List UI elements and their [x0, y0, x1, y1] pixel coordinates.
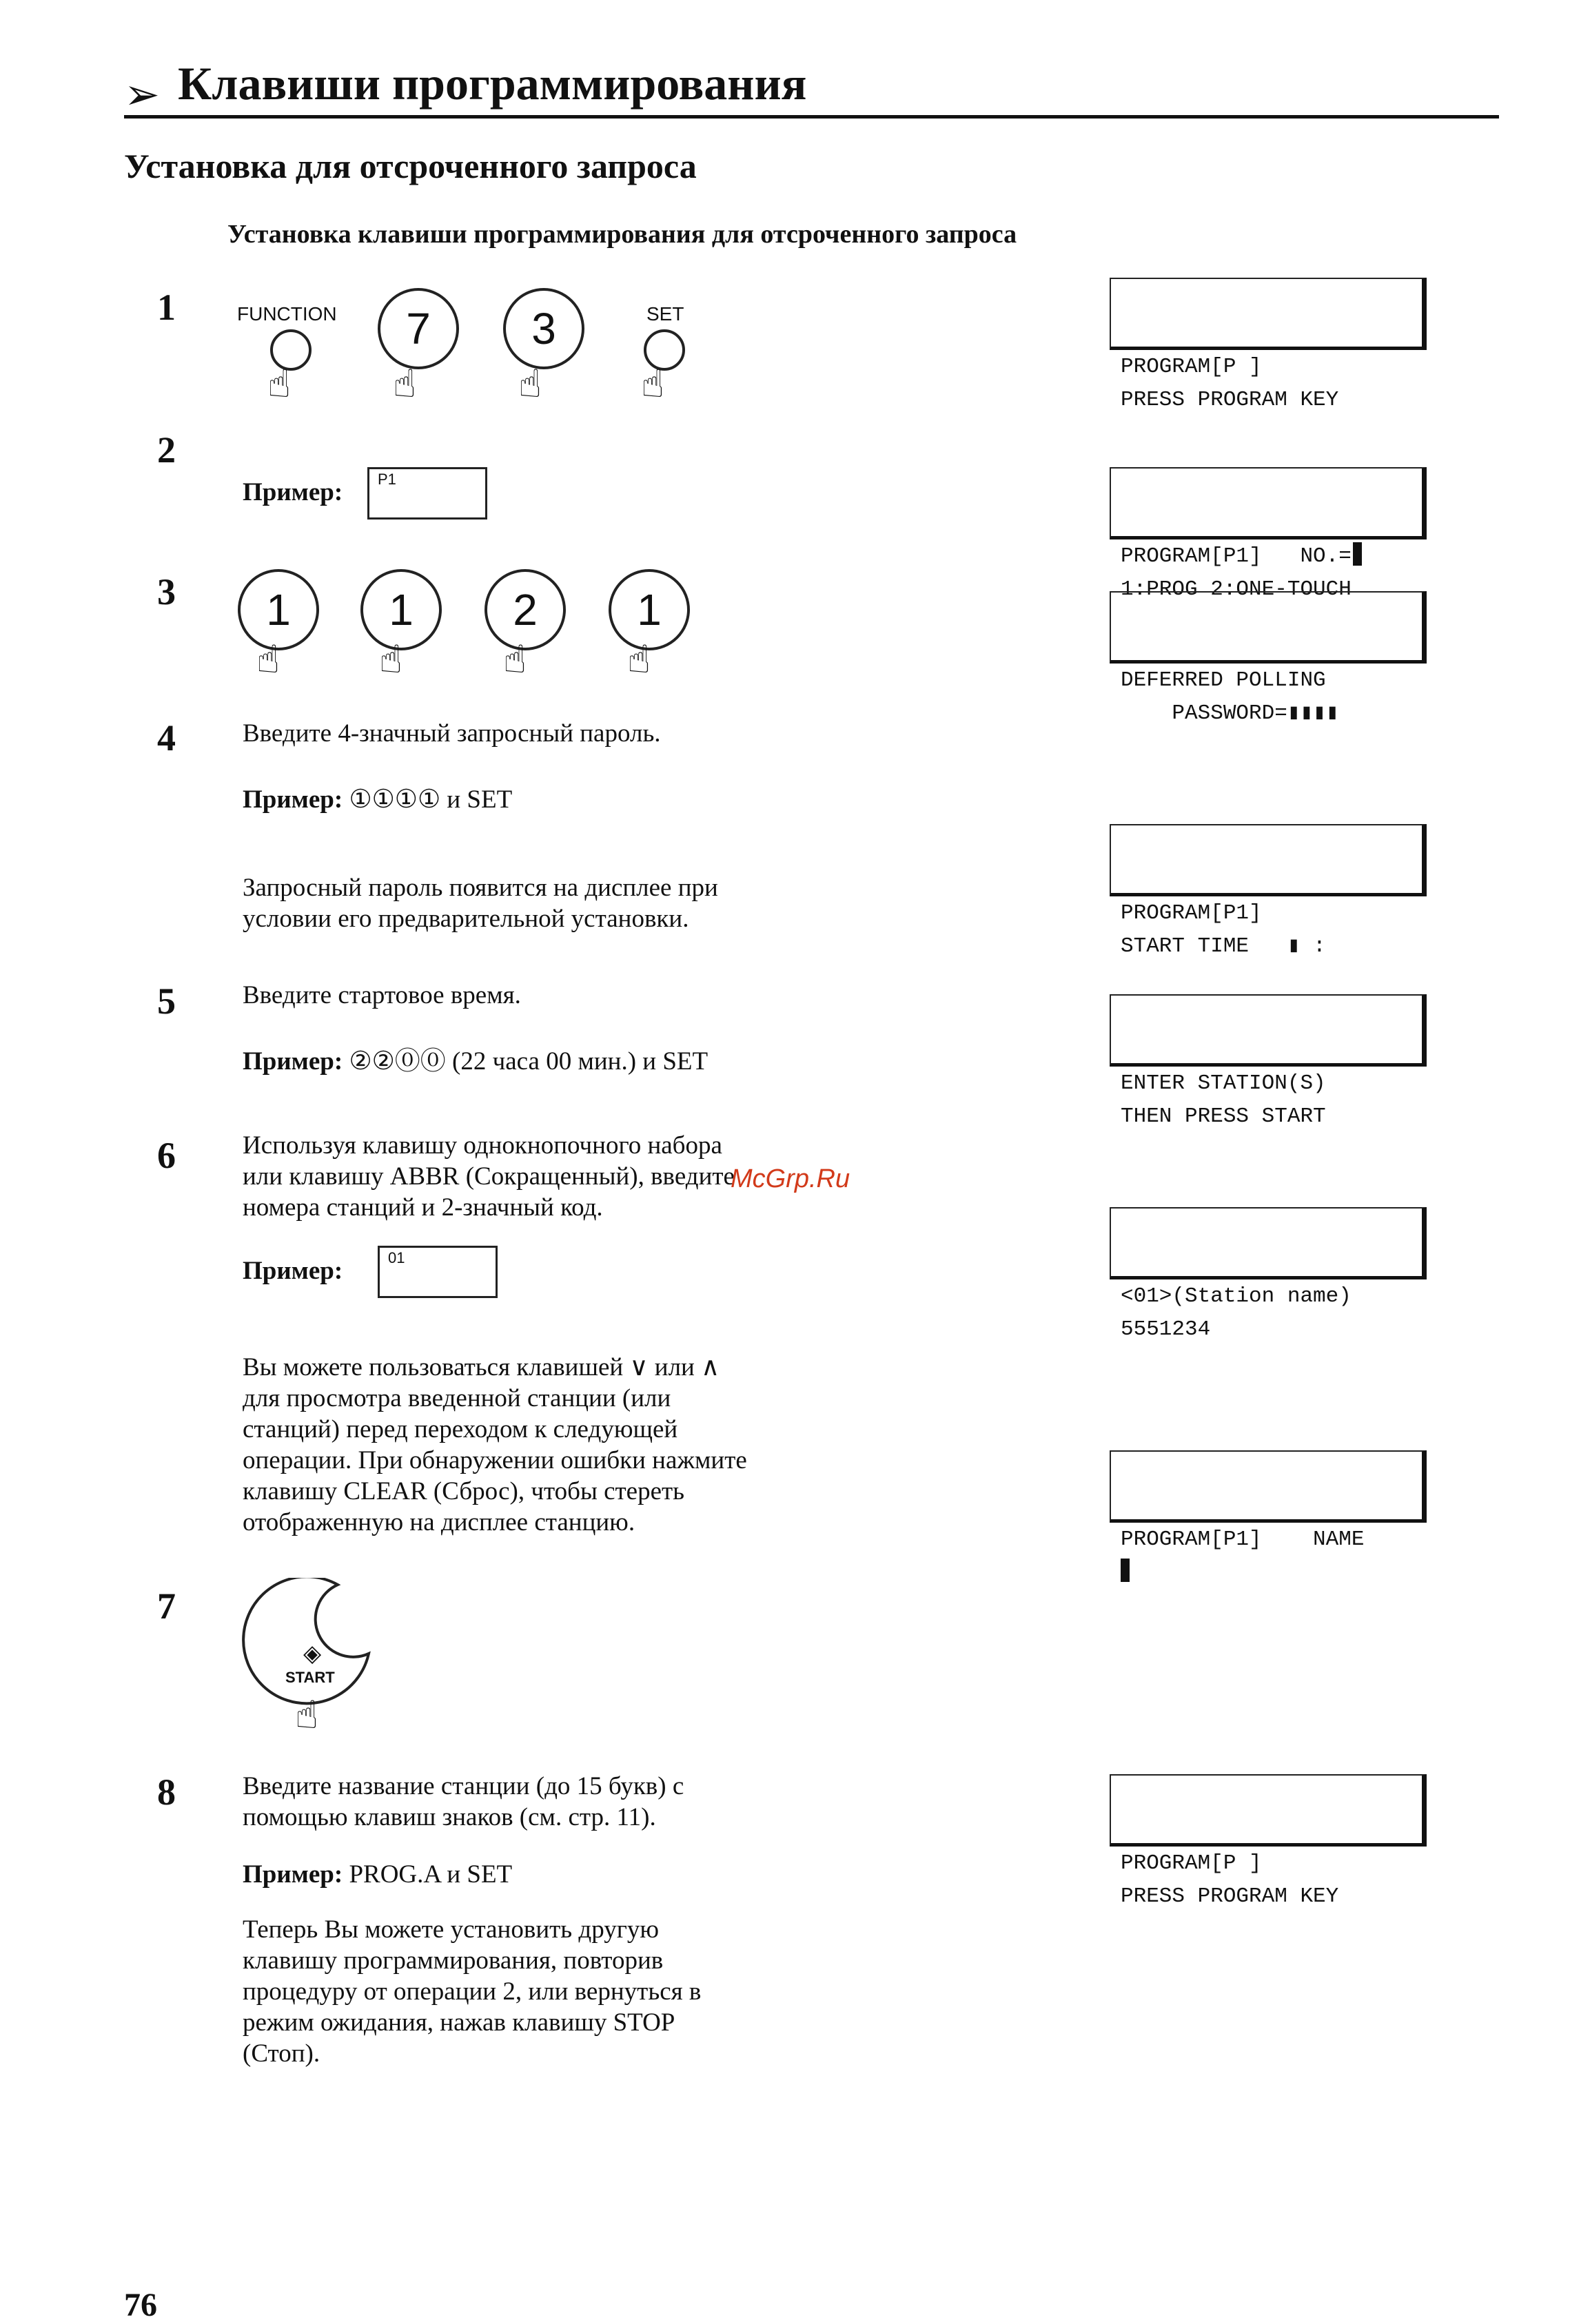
lcd-display-step8: [1110, 1774, 1427, 1909]
key-1[interactable]: 1: [360, 569, 442, 650]
step-4-example: [243, 784, 512, 815]
start-symbol-icon: ◈: [303, 1640, 322, 1667]
note-line: процедуру от операции 2, или вернуться в: [243, 1977, 702, 2006]
example-label: Пример:: [243, 1047, 343, 1076]
key-label: 01: [388, 1249, 405, 1266]
watermark: McGrp.Ru: [731, 1164, 850, 1193]
note-line: клавишу программирования, повторив: [243, 1946, 664, 1975]
set-key-label: SET: [646, 303, 684, 325]
lcd-line-1: PROGRAM[P ]: [1121, 355, 1262, 379]
step-number-8: 8: [157, 1771, 176, 1813]
instruction-line: Используя клавишу однокнопочного набора: [243, 1131, 722, 1160]
note-line: клавишу CLEAR (Сброс), чтобы стереть: [243, 1477, 685, 1505]
note-line: (Стоп).: [243, 2039, 320, 2068]
lcd-line-1: <01>(Station name): [1121, 1284, 1352, 1308]
key-1[interactable]: 1: [609, 569, 690, 650]
one-touch-key-p1[interactable]: [367, 467, 487, 520]
note-line: Запросный пароль появится на дисплее при: [243, 874, 718, 902]
step-number-4: 4: [157, 717, 176, 759]
lcd-line-2: THEN PRESS START: [1121, 1104, 1326, 1129]
lcd-line-2: START TIME ▮ :: [1121, 934, 1326, 958]
note-line: режим ожидания, нажав клавишу STOP: [243, 2008, 675, 2037]
example-value: ①①①① и SET: [349, 785, 513, 814]
pointing-hand-icon: ☝: [379, 637, 403, 682]
instruction-line: номера станций и 2-значный код.: [243, 1193, 603, 1222]
lcd-line-2: [1121, 1556, 1422, 1590]
note-line: Теперь Вы можете установить другую: [243, 1915, 660, 1944]
key-7[interactable]: 7: [378, 288, 459, 369]
note-line: отображенную на дисплее станцию.: [243, 1508, 635, 1536]
function-key-label: FUNCTION: [237, 303, 337, 325]
example-value: PROG.A и SET: [349, 1860, 513, 1889]
note-line: Вы можете пользоваться клавишей ∨ или ∧: [243, 1353, 720, 1381]
page-title: Клавиши программирования: [178, 57, 807, 110]
pointing-hand-icon: ☝: [393, 362, 417, 407]
step-number-5: 5: [157, 980, 176, 1022]
lcd-line-2: PRESS PROGRAM KEY: [1121, 1884, 1339, 1909]
lcd-display-step4: [1110, 824, 1427, 958]
lcd-cursor: [1353, 542, 1362, 566]
lcd-display-step5: [1110, 994, 1427, 1129]
example-value: ②②⓪⓪ (22 часа 00 мин.) и SET: [349, 1047, 708, 1076]
step-8-note: [243, 1914, 701, 2069]
step-6-note: [243, 1352, 747, 1538]
step-number-3: 3: [157, 571, 176, 613]
sub-title: Установка клавиши программирования для отсроченного запроса: [227, 220, 1017, 249]
step-8-instruction: [243, 1771, 684, 1833]
lcd-line-2: 5551234: [1121, 1317, 1211, 1341]
example-label: Пример:: [243, 1257, 343, 1285]
step-5-instruction: Введите стартовое время.: [243, 981, 521, 1009]
lcd-line-1: ENTER STATION(S): [1121, 1071, 1326, 1096]
step-4-note: [243, 872, 718, 934]
example-label: Пример:: [243, 478, 343, 506]
lcd-line-1: [1121, 540, 1422, 573]
step-number-7: 7: [157, 1585, 176, 1627]
key-1[interactable]: 1: [238, 569, 319, 650]
arrow-bullet-icon: ➢: [124, 69, 160, 119]
pointing-hand-icon: ☝: [267, 362, 292, 407]
example-label: Пример:: [243, 785, 343, 814]
lcd-display-step1: [1110, 278, 1427, 412]
pointing-hand-icon: ☝: [641, 362, 665, 407]
pointing-hand-icon: ☝: [256, 637, 281, 682]
section-title: Установка для отсроченного запроса: [124, 147, 697, 185]
note-line: условии его предварительной установки.: [243, 905, 689, 933]
lcd-display-step3: [1110, 591, 1427, 726]
instruction-line: или клавишу ABBR (Сокращенный), введите: [243, 1162, 735, 1191]
start-key-label: START: [285, 1669, 335, 1686]
lcd-line-2: 1:PROG 2:ONE-TOUCH: [1121, 577, 1352, 601]
instruction-line: Введите название станции (до 15 букв) с: [243, 1772, 684, 1800]
example-label: Пример:: [243, 1860, 343, 1889]
key-2[interactable]: 2: [485, 569, 566, 650]
one-touch-key-01[interactable]: [378, 1246, 498, 1298]
step-number-2: 2: [157, 429, 176, 471]
key-label: P1: [378, 471, 396, 488]
lcd-line-2: PRESS PROGRAM KEY: [1121, 388, 1339, 412]
lcd-display-step6: [1110, 1207, 1427, 1341]
instruction-line: помощью клавиш знаков (см. стр. 11).: [243, 1803, 656, 1831]
step-8-example: [243, 1859, 512, 1890]
page-header: [124, 50, 1499, 119]
lcd-line-1: DEFERRED POLLING: [1121, 668, 1326, 692]
lcd-line-2: PASSWORD=▮▮▮▮: [1121, 701, 1339, 726]
lcd-display-step2: [1110, 467, 1427, 601]
pointing-hand-icon: ☝: [503, 637, 527, 682]
lcd-line-1-text: PROGRAM[P1] NO.=: [1121, 544, 1352, 568]
lcd-display-step6-name: [1110, 1450, 1427, 1552]
step-number-1: 1: [157, 287, 176, 328]
page-number: 76: [124, 2287, 157, 2323]
step-number-6: 6: [157, 1135, 176, 1176]
step-6-instruction: [243, 1130, 735, 1223]
step-4-instruction: Введите 4-значный запросный пароль.: [243, 719, 661, 748]
pointing-hand-icon: ☝: [518, 362, 542, 407]
lcd-line-1: PROGRAM[P1]: [1121, 901, 1262, 925]
step-5-example: [243, 1046, 708, 1077]
key-3[interactable]: 3: [503, 288, 584, 369]
pointing-hand-icon: ☝: [295, 1693, 319, 1738]
pointing-hand-icon: ☝: [627, 637, 651, 682]
lcd-line-1: PROGRAM[P1] NAME: [1121, 1528, 1365, 1552]
note-line: для просмотра введенной станции (или: [243, 1384, 671, 1412]
note-line: операции. При обнаружении ошибки нажмите: [243, 1446, 747, 1474]
lcd-cursor: [1121, 1559, 1130, 1582]
lcd-line-1: PROGRAM[P ]: [1121, 1851, 1262, 1875]
note-line: станций) перед переходом к следующей: [243, 1415, 678, 1443]
